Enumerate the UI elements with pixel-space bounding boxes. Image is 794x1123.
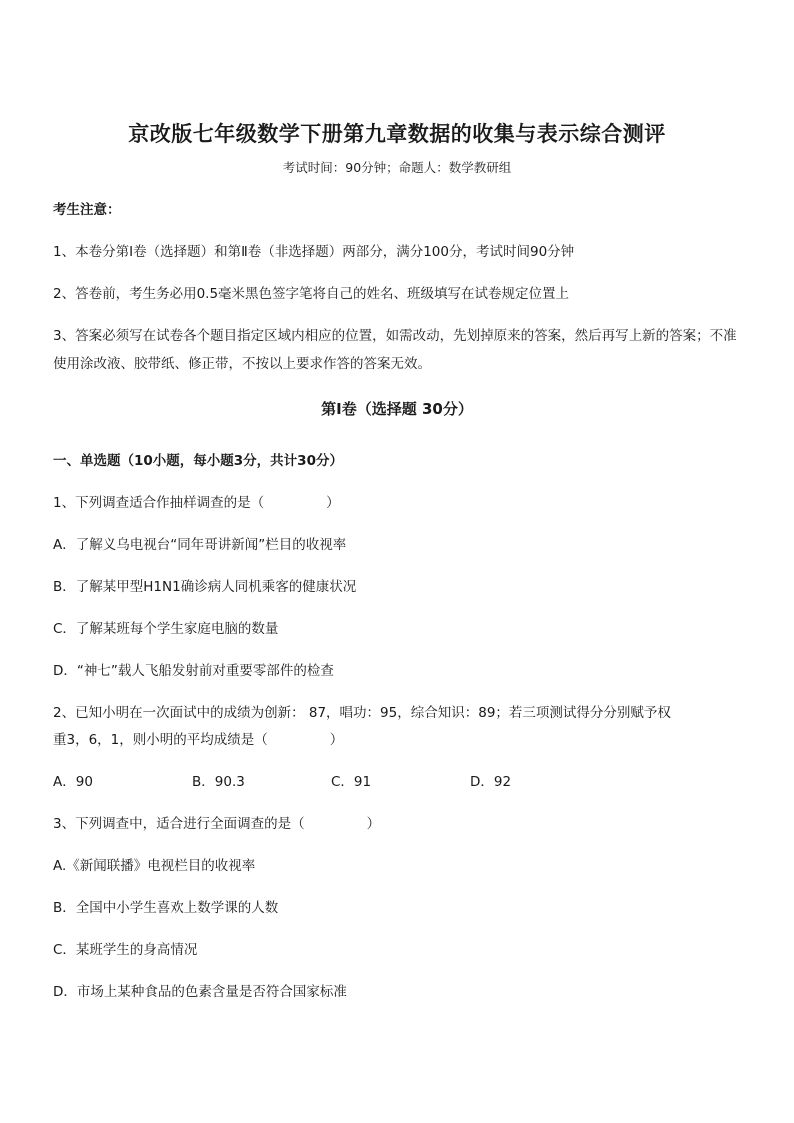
notice-heading: 考生注意： bbox=[53, 202, 121, 218]
section-title: 第Ⅰ卷（选择题 30分） bbox=[321, 400, 473, 418]
question-3-option-d: D．市场上某种食品的色素含量是否符合国家标准 bbox=[53, 984, 347, 1000]
notice-item-1: 1、本卷分第Ⅰ卷（选择题）和第Ⅱ卷（非选择题）两部分，满分100分，考试时间90分钟 bbox=[53, 244, 575, 260]
question-2-stem-line-2 bbox=[53, 726, 743, 754]
question-2-option-a: A．90 bbox=[53, 774, 93, 790]
notice-item-2: 2、答卷前，考生务必用0.5毫米黑色签字笔将自己的姓名、班级填写在试卷规定位置上 bbox=[53, 286, 570, 302]
question-3-stem bbox=[53, 810, 743, 838]
question-2-options bbox=[53, 768, 743, 796]
question-2-close: ） bbox=[329, 732, 344, 748]
page-title: 京改版七年级数学下册第九章数据的收集与表示综合测评 bbox=[128, 121, 666, 146]
question-1-option-a: A．了解义乌电视台“同年哥讲新闻”栏目的收视率 bbox=[53, 537, 347, 553]
question-1-option-c: C．了解某班每个学生家庭电脑的数量 bbox=[53, 621, 279, 637]
part-heading: 一、单选题（10小题，每小题3分，共计30分） bbox=[53, 453, 343, 469]
question-2-option-b: B．90.3 bbox=[192, 774, 245, 790]
question-3-text: 3、下列调查中，适合进行全面调查的是（ bbox=[53, 816, 305, 832]
exam-info: 考试时间：90分钟；命题人：数学教研组 bbox=[282, 160, 512, 175]
question-1-stem bbox=[53, 489, 743, 517]
question-2-stem-line-1: 2、已知小明在一次面试中的成绩为创新： 87，唱功：95，综合知识：89；若三项测试得分分别赋予权 bbox=[53, 705, 671, 721]
question-2-option-d: D．92 bbox=[470, 774, 512, 790]
question-3-option-c: C．某班学生的身高情况 bbox=[53, 942, 198, 958]
question-2-text: 重3，6，1，则小明的平均成绩是（ bbox=[53, 732, 268, 748]
question-1-option-b: B．了解某甲型H1N1确诊病人同机乘客的健康状况 bbox=[53, 579, 357, 595]
question-3-option-a: A.《新闻联播》电视栏目的收视率 bbox=[53, 858, 256, 874]
question-1-text: 1、下列调查适合作抽样调查的是（ bbox=[53, 495, 265, 511]
notice-item-3: 3、答案必须写在试卷各个题目指定区域内相应的位置，如需改动，先划掉原来的答案，然后再写上新的答案；不准使用涂改液、胶带纸、修正带，不按以上要求作答的答案无效。 bbox=[53, 328, 737, 372]
question-2-option-c: C．91 bbox=[331, 774, 372, 790]
question-1-option-d: D．“神七”载人飞船发射前对重要零部件的检查 bbox=[53, 663, 334, 679]
question-3-option-b: B．全国中小学生喜欢上数学课的人数 bbox=[53, 900, 279, 916]
question-3-close: ） bbox=[366, 816, 381, 832]
question-1-close: ） bbox=[326, 495, 340, 511]
